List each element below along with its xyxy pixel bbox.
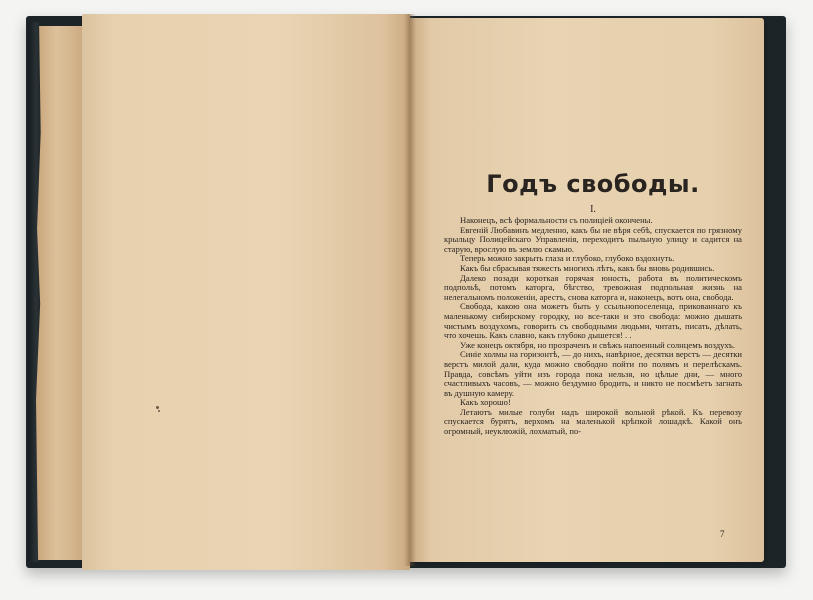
page-text-block [444,170,742,552]
paragraph: Уже конецъ октября, но прозраченъ и свѣжъ напоенный солнцемъ воздухъ. [460,339,735,350]
paragraph: Летаютъ милые голуби надъ широкой вольной рѣкой. Къ перевозу спускается бурятъ, верхомъ на маленькой крѣпкой лошадкѣ. Какой онъ огромный, неуклюжій, лохматый, по- [444,406,742,437]
book-gutter [404,14,416,566]
left-blank-page [82,14,410,570]
paragraph: Евгеній Любавинъ медленно, какъ бы не вѣря себѣ, спускается по грязному крыльцу Полицейскаго Управленія, переходитъ пыльную улицу и садится на старую, врослую въ землю скамью. [444,224,742,254]
paragraph: Свобода, какою она можетъ быть у ссыльнопоселенца, прикованнаго къ маленькому сибирскому городку, но все-таки и это свобода: можно дышать чистымъ воздухомъ, говорить съ свободными людьми, читать, писать, дѣлать, что хочешь. Какъ славно, какъ глубоко дышется! . . [444,301,742,341]
paragraph: Теперь можно закрыть глаза и глубоко, глубоко вздохнуть. [460,253,675,264]
paragraph: Далеко позади короткая горячая юность, работа въ политическомъ подпольѣ, потомъ каторга, бѣгство, тревожная подпольная жизнь на нелегальномъ положеніи, арестъ, снова каторга и, наконецъ, вотъ она, свобода. [444,272,742,302]
paragraph: Синіе холмы на горизонтѣ, — до нихъ, навѣрное, десятки верстъ — десятки верстъ милой дали, куда можно свободно пойти по полямъ и перелѣскамъ. Правда, совсѣмъ уйти изъ города пока нельзя, но цѣлые дни, — много счастливыхъ часовъ, — можно бездумно бродить, и никто не посмѣетъ загнать въ душную камеру. [444,349,742,398]
chapter-number: I. [590,204,596,215]
page-number: 7 [720,529,725,539]
paper-spot [156,406,159,409]
paragraph: Какъ хорошо! [460,397,511,408]
paragraph: Какъ бы сбрасывая тяжесть многихъ лѣтъ, какъ бы вновь родившись. [460,262,715,273]
paper-spot [158,410,160,412]
page-title: Годъ свободы. [486,170,700,198]
paragraph: Наконецъ, всѣ формальности съ полиціей окончены. [460,215,653,225]
torn-page-edges [36,26,88,560]
